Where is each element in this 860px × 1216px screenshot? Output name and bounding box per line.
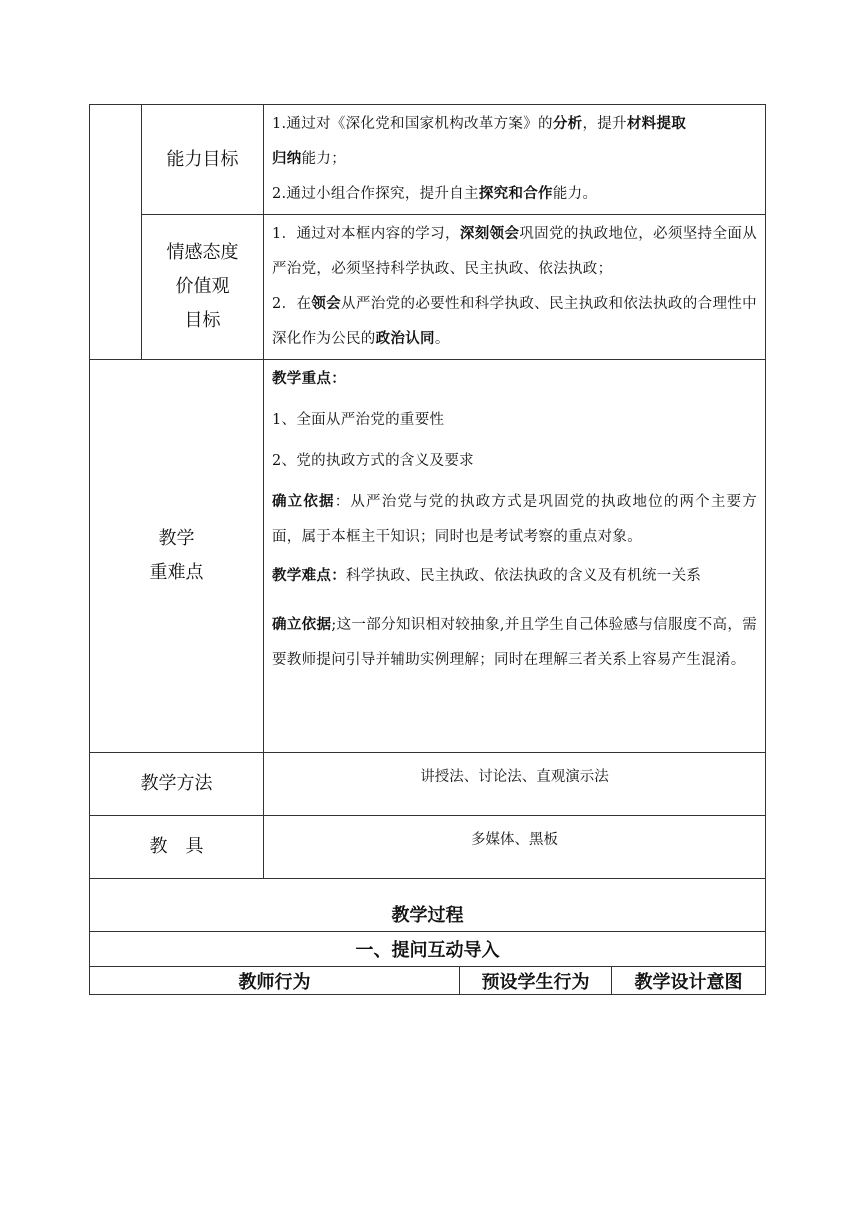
emotion-goal-label: 情感态度 价值观 目标 [142, 215, 264, 360]
key-points-row [90, 360, 766, 753]
emotion-goal-text: 1．通过对本框内容的学习，深刻领会巩固党的执政地位，必须坚持全面从严治党，必须坚持科学执政、民主执政、依法执政； 2．在领会从严治党的必要性和科学执政、民主执政和依法执政的合理性中深化作为公民的政治认同。 [264, 215, 766, 360]
tools-row [90, 816, 766, 879]
key-points-label: 教学 重难点 [90, 360, 264, 753]
goal-group-cell [90, 105, 142, 360]
emotion-goal-row [90, 215, 766, 360]
focus-title: 教学重点： [272, 371, 346, 387]
focus-item: 1、全面从严治党的重要性 [272, 412, 445, 428]
spacer-row [90, 879, 766, 898]
ability-goal-text: 1.通过对《深化党和国家机构改革方案》的分析，提升材料提取 归纳能力； 2.通过小组合作探究，提升自主探究和合作能力。 [264, 105, 766, 215]
method-row [90, 753, 766, 816]
tools-label: 教 具 [90, 816, 264, 879]
difficulty: 教学难点：科学执政、民主执政、依法执政的含义及有机统一关系 [272, 568, 702, 584]
process-title-row [90, 897, 766, 932]
process-title: 教学过程 [90, 897, 766, 932]
method-value: 讲授法、讨论法、直观演示法 [264, 753, 766, 816]
header-teacher: 教师行为 [90, 967, 460, 995]
process-header-row [90, 967, 766, 995]
section1-row [90, 932, 766, 967]
ability-goal-label: 能力目标 [142, 105, 264, 215]
focus-item: 2、党的执政方式的含义及要求 [272, 453, 474, 469]
header-intent: 教学设计意图 [612, 967, 766, 995]
section1-title: 一、提问互动导入 [90, 932, 766, 967]
header-student: 预设学生行为 [460, 967, 612, 995]
key-points-text [264, 360, 766, 753]
lesson-plan-table [89, 104, 766, 995]
basis-1: 确立依据：从严治党与党的执政方式是巩固党的执政地位的两个主要方面，属于本框主干知识；同时也是考试考察的重点对象。 [272, 494, 757, 545]
ability-goal-row [90, 105, 766, 215]
method-label: 教学方法 [90, 753, 264, 816]
tools-value: 多媒体、黑板 [264, 816, 766, 879]
basis-2: 确立依据;这一部分知识相对较抽象,并且学生自己体验感与信服度不高，需要教师提问引导并辅助实例理解；同时在理解三者关系上容易产生混淆。 [272, 617, 757, 668]
